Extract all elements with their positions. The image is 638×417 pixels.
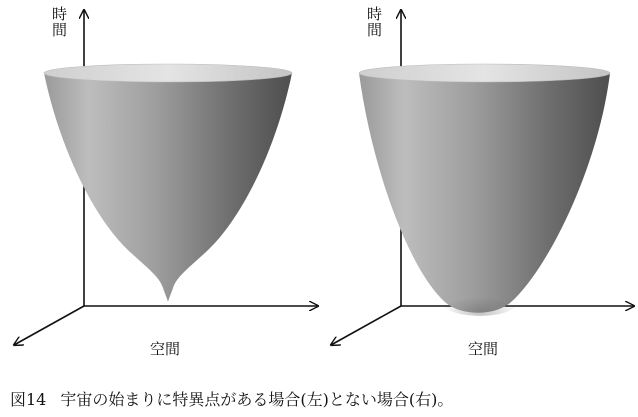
- left-time-label: 時間: [50, 6, 68, 38]
- left-surface-singular: [44, 73, 292, 302]
- right-surface-smooth: [359, 73, 610, 313]
- right-diagram: [331, 10, 634, 345]
- caption-figure-number: 図14: [10, 390, 47, 409]
- left-diagram: [14, 10, 318, 345]
- caption-text: 宇宙の始まりに特異点がある場合(左)とない場合(右)。: [60, 390, 454, 409]
- figure-caption: [10, 390, 630, 410]
- left-space-axis-diagonal: [14, 306, 84, 345]
- right-space-label: 空間: [468, 340, 499, 358]
- right-space-axis-diagonal: [331, 306, 401, 345]
- right-surface-rim: [359, 64, 610, 82]
- left-space-label: 空間: [150, 340, 181, 358]
- right-surface-bottom-shade: [440, 284, 520, 316]
- right-time-label: 時間: [365, 6, 383, 38]
- left-surface-rim: [44, 64, 292, 82]
